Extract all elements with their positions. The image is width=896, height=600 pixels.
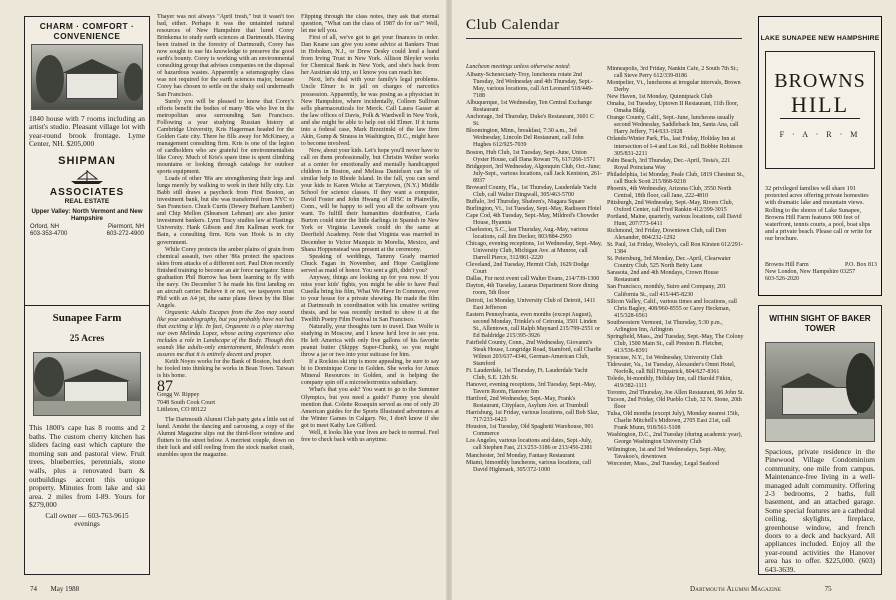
sunapee-title: Sunapee Farm: [52, 312, 122, 324]
left-page-number: 74: [30, 585, 37, 593]
calendar-entry: Chicago, evening receptions, 1st Wednesday, Sept.-May, University Club, Michigan Ave. at Munroe, call Darrell Pierce, 312/861-2220: [466, 241, 602, 262]
class-notes-paragraph: Anyway, things are looking up for you now. If you miss your kids' fights, you might be able to have Paul Cusella bring his film, What We Have In Common, over to your house for a private showing. He made the film at Dartmouth in coordination with his creative writing thesis, and he was recently invited to show it at the Twelfth Poetry Film Festival in San Francisco.: [301, 274, 439, 324]
calendar-entry: Charleston, S.C., last Thursday, Aug.-May, various locations, call Jim Decker, 803/884-2993: [466, 227, 589, 241]
calendar-entry: Portland, Maine, quarterly, various locations, call David Hunt, 207/773-6411: [607, 213, 742, 228]
browns-hill-banner: LAKE SUNAPEE NEW HAMPSHIRE: [760, 35, 880, 42]
calendar-entry: Orange County, Calif., Sept.-June, luncheons usually second Wednesday, Saddleback Inn, Santa Ana, call Harry Jeffery, 714/633-1928: [607, 115, 739, 136]
browns-hill-pobox: P.O. Box 813: [844, 262, 877, 268]
calendar-entry: Wilmington, 1st and 3rd Wednesdays, Sept.-May, Tavakoo's, downtown: [607, 446, 726, 460]
calendar-entry: Dayton, 4th Tuesday, Lazarus Department Store dining room, 5th floor: [466, 283, 599, 297]
right-page-magazine: Dartmouth Alumni Magazine: [690, 585, 782, 593]
class-year-number: 87: [157, 378, 173, 396]
class-secretary-city: Littleton, CO 80122: [157, 406, 207, 413]
calendar-entry: Minneapolis, 3rd Friday, Nankin Cafe, 2 South 7th St.; call Steve Perry 612/339-8186: [607, 66, 739, 80]
right-page-footer: [690, 585, 832, 593]
class-notes-paragraph: Next, let's deal with your family's legal problems. Uncle Elmer is in jail on charges of narcotics possession. Apparently, he was posing as a physician in New Hampshire, where incidentally, Colleen Sullivan sells pharmaceuticals for Merck. Call Laura Gasser at the law offices of Davis, Polk & Wardwell in New York, and she might be able to help out old Elmer. If it turns into a federal case, Mark Brzezinski of the law firm Akin, Gump & Strauss in Washington, D.C., might have to become involved.: [301, 77, 439, 147]
calendar-heading-rule: [466, 38, 742, 39]
calendar-entry: St. Paul, 1st Friday, Wooley's, call Ron Kirsten 612/291-1384: [607, 242, 743, 256]
calendar-entry: Toronto, 2nd Thursday, Joe Allen Restaurant, 86 John St.: [607, 390, 745, 397]
browns-hill-logo: [765, 51, 875, 169]
right-page-number: 75: [824, 585, 832, 593]
class-notes-column-2: [157, 14, 294, 562]
calendar-entry: Manchester, 3rd Monday, Fantasy Restaurant: [466, 452, 575, 459]
class-notes-paragraph: If a Rockies ski trip is more appealing, be sure to say hi to Dominique Cone in Golden. She works for Amax Mineral Resources in Golden, and is helping the company spin off a microelectronics subsidiary.: [301, 359, 439, 387]
calendar-entry: Phoenix, 4th Wednesday, Arizona Club, 3550 North Central, 18th floor, call Jane, 222-4810: [607, 185, 732, 199]
calendar-entry: Hartford, 2nd Wednesday, Sept.-May, Frank's Restaurant, Cityplace, Asylum Ave. at Trumbull: [466, 396, 589, 410]
sunapee-farm-ad: [24, 305, 150, 575]
browns-hill-ad: [758, 16, 882, 296]
browns-hill-addr-city: New London, New Hampshire 03257: [765, 269, 856, 276]
left-page-date: May 1988: [50, 585, 80, 593]
class-notes-paragraph: Orgasmic Adults Escapes from the Zoo may sound like your autobiography, but you probably have not had that exciting a life. In fact, Orgasmic is a play starring our own Melinda Lopez, whose acting experience also includes a role in Landscape of the Body. Though this sounds like adults-only entertainment, Melinda's mom assures me that it is entirely decent and proper.: [157, 309, 294, 359]
class-notes-paragraph: Well, it looks like your lives are back to normal. Feel free to check back with us anytime.: [301, 429, 439, 443]
baker-tower-body: Spacious, private residence in the Pinewood Village Condominium community, one mile from campus. Maintenance-free living in a well-managed adult community. Offering 2-3 bedrooms, 2 baths, full basement, and an attached garage. Some special features are a cathedral ceiling, skylights, fireplace, greenhouse window, and french doors to a deck and backyard. All appliances included. Enjoy all the year-round activities the Hanover area has to offer. $225,000. (603) 643-3639.: [765, 447, 875, 574]
browns-hill-phone: 603-526-2020: [765, 276, 799, 283]
left-page-footer: [30, 585, 79, 593]
calendar-column-2: [607, 66, 745, 577]
ship-icon: [67, 169, 107, 185]
class-notes-paragraph: Loads of other '86s are strengthening their legs and lungs merely by walking to work in their hilly city. Liz Babb still draws a paycheck from First Boston, an investment bank, but she was transferred from NYC to San Francisco. Chuck Curtis (Dewey Burham Lambert) and Chip Mellon (Shearson Lehman) are also junior investment bankers. Lynn Tracy studies law at Hastings University. Hank Gibson and Jim Kallman work for Bain, a consulting firm. Kris van Hook is in city government.: [157, 176, 294, 246]
class-secretary-name: Gregg W. Rippey: [157, 392, 200, 399]
calendar-entry: Broward County, Fla., 1st Thursday, Lauderdale Yacht Club, call Walter Dingwall, 305/463-5700: [466, 184, 597, 198]
calendar-entry: Silicon Valley, Calif., various times and locations, call Chris Bagley, 408/960-8555 or Carey Heckman, 415/328-6561: [607, 298, 737, 319]
class-notes-paragraph: Thayer was not always "April fresh," but it wasn't too bad, either. Perhaps it was the untainted natural resources of New Hampshire that lured Corey Brinkema to study earth sciences at Dartmouth. Having been trained in the forestry of Dartmouth, Corey has now sought to use his knowledge to preserve the good earth's bounty. Corey is working with an environmental consulting group that advises companies on the disposal of hazardous wastes. Apparently a seismography class was not required for the earth sciences major, because Corey has chosen to settle on the shaky soil underneath San Francisco.: [157, 14, 294, 98]
calendar-entry: Palm Beach, 3rd Thursday, Dec.-April, Testa's, 221 Royal Poinciana Way: [607, 157, 731, 171]
sunapee-acres: 25 Acres: [69, 334, 105, 344]
sunapee-house-photo: [33, 352, 141, 416]
charm-ad-body: 1840 house with 7 rooms including an artist's studio. Pleasant village lot with year-round brook frontage. Lyme Center, NH. $205,000: [29, 114, 145, 149]
class-notes-paragraph: Keith Noyes works for the Bank of Boston, but don't be fooled into thinking he works in Bean Town. Taiwan is his home.: [157, 359, 294, 380]
browns-hill-body: 32 privileged families will share 191 protected acres offering private homesites with dramatic lake and mountain views. Rolling to the shores of Lake Sunapee, Browns Hill Farm features 900 feet of waterfront, tennis courts, a pool, boat slips and a private beach. Please call or write for our brochure.: [765, 185, 873, 243]
baker-tower-title: WITHIN SIGHT OF BAKER TOWER: [769, 314, 871, 333]
calendar-entry: Montpelier, Vt., luncheons at irregular intervals, Brown Derby: [607, 80, 741, 94]
calendar-entry: Springfield, Mass., 2nd Tuesday, Sept.-May, The Colony Club, 1500 Main St., call Preston B. Fletcher, 413/536-8391: [607, 333, 744, 354]
calendar-entry: San Francisco, monthly, Sutro and Company, 201 California St., call 415/445-8230: [607, 284, 727, 298]
calendar-entry: Detroit, 1st Monday, University Club of Detroit, 1411 East Jefferson: [466, 297, 596, 311]
calendar-entry: Cleveland, 2nd Tuesday, Hermit Club, 1629 Dodge Court: [466, 262, 590, 276]
calendar-entry: Orlando/Winter Park, Fla., last Friday, Holiday Inn at intersection of I-4 and Lee Rd., call Bobbie Robinson 305/831-2211: [607, 136, 743, 157]
calendar-entry: Anchorage, 3rd Thursday, Duke's Restaurant, 3601 C St.: [466, 114, 595, 128]
class-notes-paragraph: Surely you will be pleased to know that Corey's efforts benefit the bodies of many '86s who live in the metropolitan area surrounding San Francisco. Following a year studying Russian history at Cambridge University, Kris Hagerman headed for the Golden Gate city. There he fills away for McKinsey, a management consulting firm. Kris is one of the legion of cardholders who are grateful for environmentalists like Corey. Much of Kris's spare time is spent climbing mountains or looking through catalogs for outdoor sports equipment.: [157, 98, 294, 176]
calendar-entry: Buffalo, 3rd Thursday, Shafeen's, Niagara Square: [466, 198, 585, 205]
calendar-entry: Houston, 1st Tuesday, Old Spaghetti Warehouse, 901 Commerce: [466, 424, 594, 438]
calendar-entry: Tulsa, Old months (except July), Monday nearest 15th, Charlie Mitchell's Midtown, 2705 East 21st, call Frank Munn, 918/561-5108: [607, 411, 740, 432]
calendar-entry: Eastern Pennsylvania, even months (except August), second Monday, Trinkle's of Cetronia, 3501 Linden St., Allentown, call Ralph Maynard 215/799-2551 or Ed Baldridge 215/395-3926: [466, 311, 600, 339]
charm-house-photo: [31, 44, 143, 110]
shipman-tagline: Upper Valley: North Vermont and New Hampshire: [31, 207, 143, 222]
browns-hill-name1: BROWNS: [774, 70, 866, 92]
calendar-entry: St. Petersburg, 3rd Monday, Dec.-April, Clearwater Country Club, 525 North Betty Lane: [607, 256, 731, 270]
calendar-entry: Burlington, Vt., 1st Tuesday, Sept.-May, Radisson Hotel: [466, 205, 602, 212]
shipman-right-town: Piermont, NH: [107, 224, 144, 231]
calendar-entry: Albany-Schenectady-Troy, luncheons rotate 2nd Tuesday, 3rd Wednesday and 4th Thursday, Sept.-May, various locations, call Art Leonard 518/449-7188: [466, 72, 593, 100]
class-secretary-address: 7048 South Cook Court: [157, 399, 216, 406]
calendar-entry: Toledo, bi-monthly, Holiday Inn, call Harold Fitkin, 419/382-1111: [607, 376, 732, 390]
calendar-intro: Luncheon meetings unless otherwise noted:: [466, 64, 571, 70]
calendar-entry: Southwestern Vermont, 1st Thursday, 5:30 p.m., Arlington Inn, Arlington: [607, 319, 723, 333]
calendar-column-1: [466, 72, 602, 577]
calendar-entry: Cape Cod, 4th Tuesday, Sept.-May, Mildred's Chowder House, Hyannis: [466, 212, 599, 226]
browns-hill-addr-name: Browns Hill Farm: [765, 262, 809, 268]
calendar-entry: Worcester, Mass., 2nd Tuesday, Legal Seafood: [607, 460, 720, 467]
calendar-entry: Richmond, 3rd Friday, Downtown Club, call Don Alexander, 804/232-1292: [607, 228, 727, 242]
class-notes-paragraph: Speaking of weddings, Tammy Grady married Chuck Fagan in November, and Hope Castiglione served as maid of honor. You sent a gift, didn't you?: [301, 253, 439, 274]
calendar-entry: Miami, bimonthly luncheons, various locations, call David Highmark, 305/372-1000: [466, 459, 591, 473]
shipman-left-town: Orford, NH: [30, 224, 60, 231]
calendar-entry: Bridgeport, 3rd Wednesday, Algonquin Club, Oct.-June; July-Sept., various locations, call Jack Keniston, 261-8937: [466, 163, 602, 184]
sunapee-body: This 1800's cape has 8 rooms and 2 baths. The custom cherry kitchen has sliders facing east which capture the morning sun and pastoral view. Fruit trees, blueberries, perennials, stone walls, plus a renovated barn & outbuildings accent this unique property. Minutes from lake and ski area. 2 miles from I-89. Yours for $279,000: [29, 423, 145, 510]
calendar-entry: Bloomington, Minn., breakfast, 7:30 a.m., 3rd Wednesday, Lincoln Del Restaurant, call John Hughes 612/925-7039: [466, 128, 584, 149]
calendar-entry: Los Angeles, various locations and dates, Sept.-July, call Stephen Fast, 213/253-3186 or 213/456-2381: [466, 438, 593, 452]
class-notes-paragraph: First of all, we've got to get your finances in order. Dan Keane can give you some advice at Bankers Trust in Hoboken, N.J., or Drew Desky could lend a hand from Irving Trust in New York. Allison Bleyler works for Chemical Bank in New York, and she's back from her Austrian ski trip, so I know you can reach her.: [301, 35, 439, 77]
calendar-entry: Boston, Hub Club, 1st Tuesday, Sept.-June, Union Oyster House, call Dana Rowan '76, 617/266-1571: [466, 149, 596, 163]
shipman-subtitle: REAL ESTATE: [64, 197, 110, 205]
calendar-entry: Syracuse, N.Y., 1st Wednesday, University Club: [607, 354, 723, 361]
shipman-left-phone: 603-353-4700: [30, 231, 68, 238]
calendar-entry: Ft. Lauderdale, 1st Thursday, Ft. Lauderdale Yacht Club, S.E. 12th St.: [466, 367, 588, 382]
class-notes-paragraph: Now, about your kids. Let's hope you'll never have to call on them professionally, but Christin Weiher works at a center for emotionally and mentally handicapped children in Boston, and Melissa Danielson can be of similar help in Rhode Island. In the fall, you can send your kids to Karen Wicke at Tarrytown, (N.Y.) Middle School for science classes. If they want a computer, David Foster and John Hwang of DISC in Plainville, Conn., will be happy to sell you all the software you want. To fulfill their humanities distributive, Carla Burton could tutor the little darlings in Spanish in New York or Virginia Lavenek could do the same at Deerfield Academy. Note that Virginia was married in December to Victor Muzquiz in Morelia, Mexico, and Shana Hoppenstead was present at the ceremony.: [301, 147, 439, 253]
shipman-associates: ASSOCIATES: [49, 186, 125, 198]
sunapee-contact: Call owner — 603-763-9615 evenings: [45, 511, 129, 529]
class-notes-paragraph: Naturally, your thoughts turn to travel. Dan Wolfe is studying in Moscow, and I know he'd love to see you. He left America with only five gallons of his favorite peanut butter (Skippy Super-Chunk), so you might throw a jar or two into your suitcase for him.: [301, 324, 439, 359]
baker-tower-ad: [758, 305, 882, 575]
calendar-entry: Tidewater, Va., 1st Tuesday, Alexander's Omni Hotel, Norfolk, call Bill Fitzpatrick, 804/627-8361: [607, 361, 736, 376]
class-notes-paragraph: Flipping through the class notes, they ask that eternal question, "What can the class of 1987 do for us?" Well, let me tell you.: [301, 14, 439, 35]
class-notes-paragraph: What's that you ask? You want to go to the Summer Olympics, but you need a guide? Funny you should mention that. Colette Rosequin served as one of only 20 American guides for the Sports Illustrated adventures at the Winter Games in Calgary. No, I don't know if she got to meet Kathy Lee Gifford.: [301, 387, 439, 429]
charm-ad-title: CHARM · COMFORT · CONVENIENCE: [39, 21, 135, 41]
club-calendar-heading: Club Calendar: [466, 17, 560, 33]
calendar-entry: Sarasota, 2nd and 4th Mondays, Crown House Restaurant: [607, 270, 719, 284]
shipman-right-phone: 603-272-4900: [106, 231, 144, 238]
baker-tower-photo: [765, 342, 875, 442]
page-gutter: [446, 0, 452, 600]
calendar-entry: Pittsburgh, 2nd Wednesday, Sept.-May, Rivers Club, Oxford Center, call Fred Rankin 412/399-3015: [607, 199, 734, 213]
browns-hill-name2: HILL: [790, 92, 850, 117]
calendar-entry: Albuquerque, 1st Wednesday, Ten Central Exchange Restaurant: [466, 100, 592, 114]
calendar-entry: Omaha, 1st Tuesday, Uptown II Restaurant, 11th floor, Omaha Bldg.: [607, 101, 739, 115]
calendar-entry: Washington, D.C., 2nd Tuesday (during academic year), George Washington University Club: [607, 432, 742, 446]
calendar-entry: Philadelphia, 1st Monday, Peale Club, 1819 Chestnut St., call Buck Scott 215/868-9218: [607, 171, 745, 185]
shipman-logo: [25, 155, 149, 238]
calendar-entry: Tucson, 2nd Friday, Old Pueblo Club, 32 N. Stone, 20th floor: [607, 397, 742, 411]
class-notes-paragraph: While Corey protects the amber plains of grain from chemical assault, two other '86s protect the spacious skies from attacks of a different sort. Paul Dion recently finished training to become an air force navigator. Since graduation Phil Burrow has been learning to fly with the navy. On December 5 he made his first landing on an aircraft carrier. Believe it or not, we taxpayers trust Phil with an A4 jet, the same plane flown by the Blue Angels.: [157, 246, 294, 309]
calendar-entry: Hanover, evening receptions, 3rd Tuesday, Sept.-May, Tavern Room, Hanover Inn: [466, 382, 596, 396]
calendar-entry: Dallas, For next event call Walter Evans, 214/739-1300: [466, 276, 600, 283]
calendar-entry: New Haven, 1st Monday, Quinnipiack Club: [607, 94, 713, 101]
class-notes-paragraph: The Dartmouth Alumni Club party gets a little out of hand. Amidst the dancing and carousing, a copy of the Alumni Magazine slips out the third-floor window and flutters to the street below. A merriest couple, down on their luck and still reeling from the stock market crash, stumbles upon the magazine.: [157, 416, 294, 458]
browns-hill-farm: F · A · R · M: [779, 130, 861, 139]
class-notes-column-3: [301, 14, 439, 570]
charm-comfort-ad: [24, 16, 150, 316]
calendar-entry: Harrisburg, 1st Friday, various locations, call Bob Slaz, 717/233-6423: [466, 410, 599, 424]
shipman-name: SHIPMAN: [58, 154, 116, 167]
calendar-entry: Fairfield County, Conn., 2nd Wednesday, Giovanni's Steak House, Longridge Road, Stamford, call Charlie Wilmot 203/637-4346, German-American Club, Stamford: [466, 339, 602, 367]
